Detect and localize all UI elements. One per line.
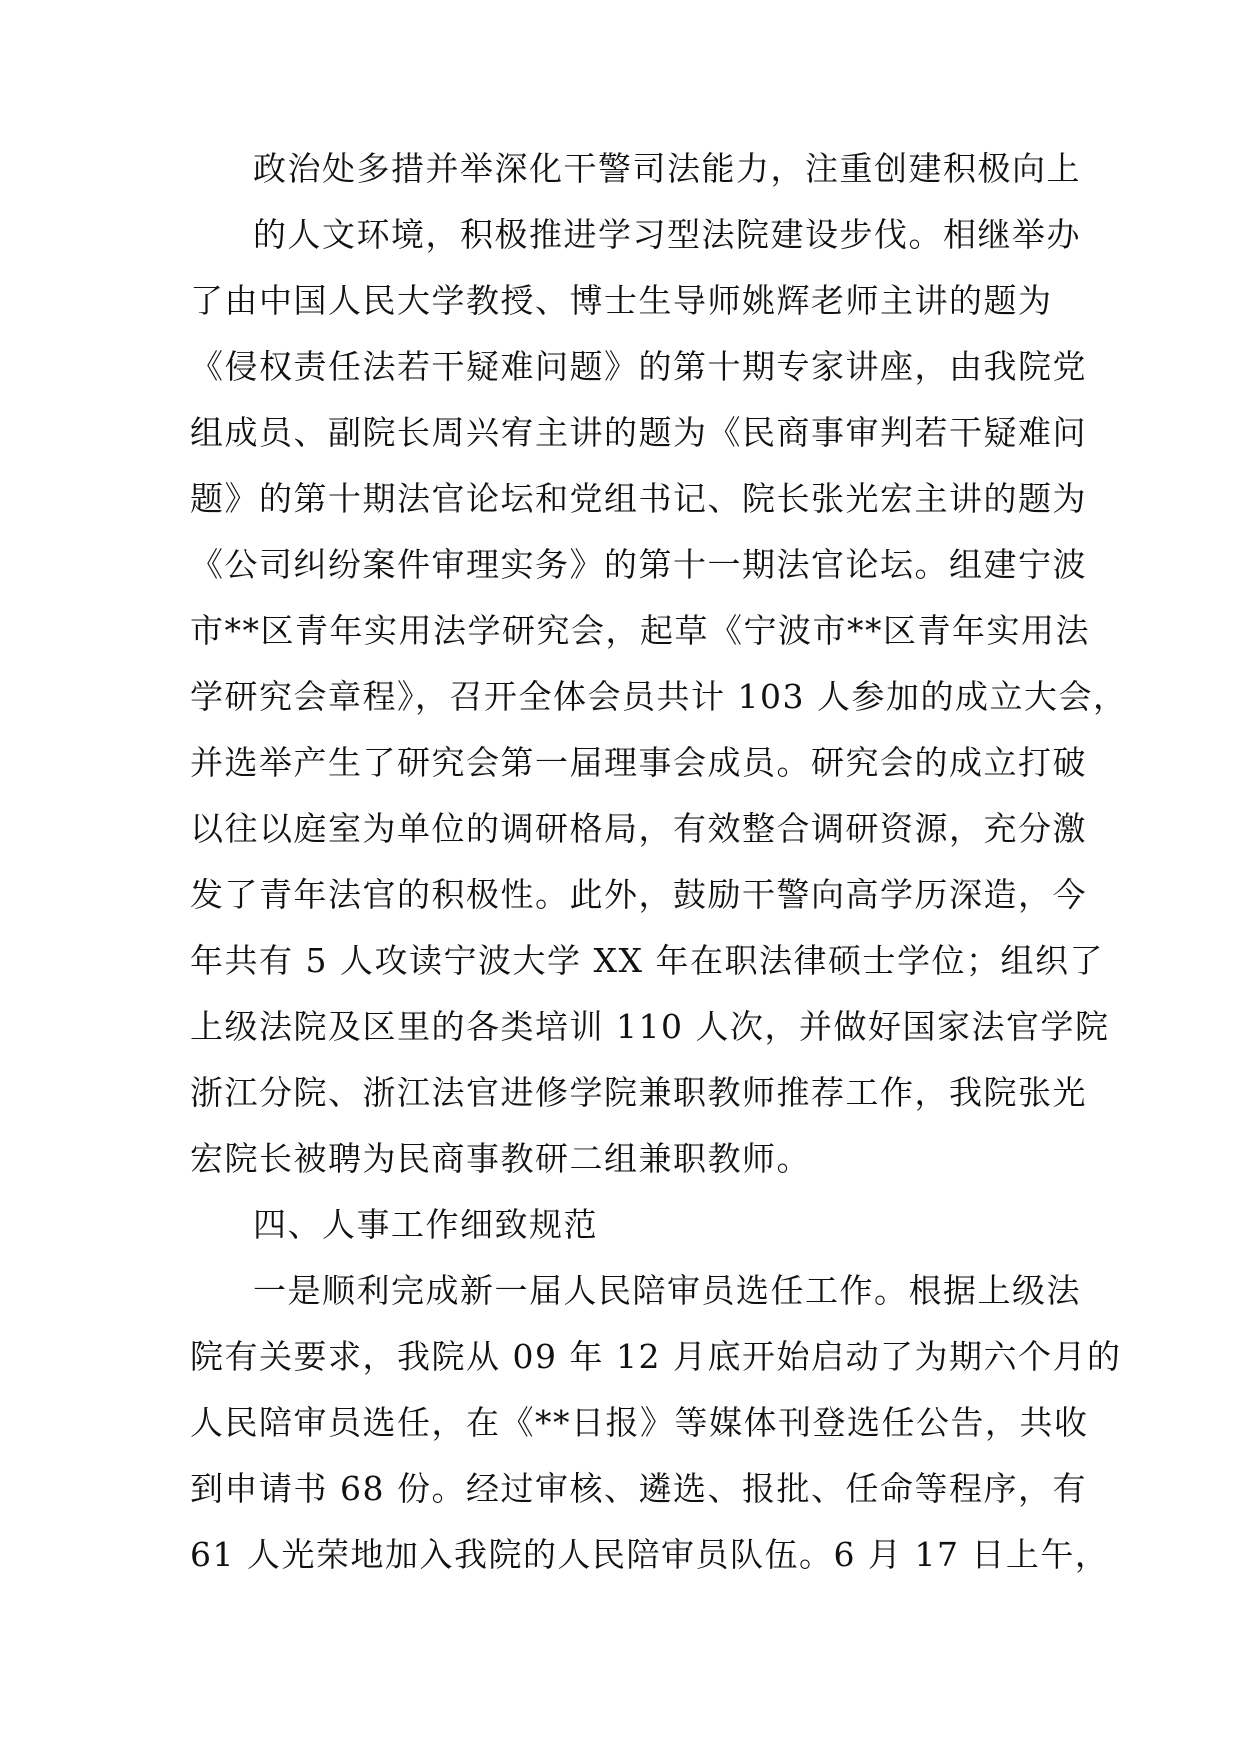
paragraph-line: 上级法院及区里的各类培训 110 人次，并做好国家法官学院	[190, 1007, 1110, 1046]
paragraph-line: 政治处多措并举深化干警司法能力，注重创建积极向上	[253, 149, 1081, 188]
paragraph-line: 人民陪审员选任，在《**日报》等媒体刊登选任公告，共收	[190, 1403, 1089, 1442]
paragraph-line: 院有关要求，我院从 09 年 12 月底开始启动了为期六个月的	[190, 1337, 1122, 1376]
paragraph-line: 题》的第十期法官论坛和党组书记、院长张光宏主讲的题为	[190, 479, 1087, 518]
paragraph-line: 组成员、副院长周兴宥主讲的题为《民商事审判若干疑难问	[190, 413, 1087, 452]
paragraph-line: 宏院长被聘为民商事教研二组兼职教师。	[190, 1139, 811, 1178]
paragraph-line: 61 人光荣地加入我院的人民陪审员队伍。6 月 17 日上午，	[190, 1535, 1110, 1574]
paragraph-line: 到申请书 68 份。经过审核、遴选、报批、任命等程序，有	[190, 1469, 1087, 1508]
paragraph-line: 的人文环境，积极推进学习型法院建设步伐。相继举办	[253, 215, 1081, 254]
paragraph-line: 发了青年法官的积极性。此外，鼓励干警向高学历深造，今	[190, 875, 1087, 914]
paragraph-line: 以往以庭室为单位的调研格局，有效整合调研资源，充分激	[190, 809, 1087, 848]
paragraph-line: 年共有 5 人攻读宁波大学 XX 年在职法律硕士学位；组织了	[190, 941, 1104, 980]
paragraph-line: 学研究会章程》，召开全体会员共计 103 人参加的成立大会，	[190, 677, 1128, 716]
section-heading: 四、人事工作细致规范	[253, 1205, 598, 1244]
paragraph-line: 《公司纠纷案件审理实务》的第十一期法官论坛。组建宁波	[190, 545, 1087, 584]
paragraph-line: 浙江分院、浙江法官进修学院兼职教师推荐工作，我院张光	[190, 1073, 1087, 1112]
paragraph-line: 了由中国人民大学教授、博士生导师姚辉老师主讲的题为	[190, 281, 1053, 320]
paragraph-line: 并选举产生了研究会第一届理事会成员。研究会的成立打破	[190, 743, 1087, 782]
paragraph-line: 《侵权责任法若干疑难问题》的第十期专家讲座，由我院党	[190, 347, 1087, 386]
paragraph-line: 一是顺利完成新一届人民陪审员选任工作。根据上级法	[253, 1271, 1081, 1310]
paragraph-line: 市**区青年实用法学研究会，起草《宁波市**区青年实用法	[190, 611, 1090, 650]
